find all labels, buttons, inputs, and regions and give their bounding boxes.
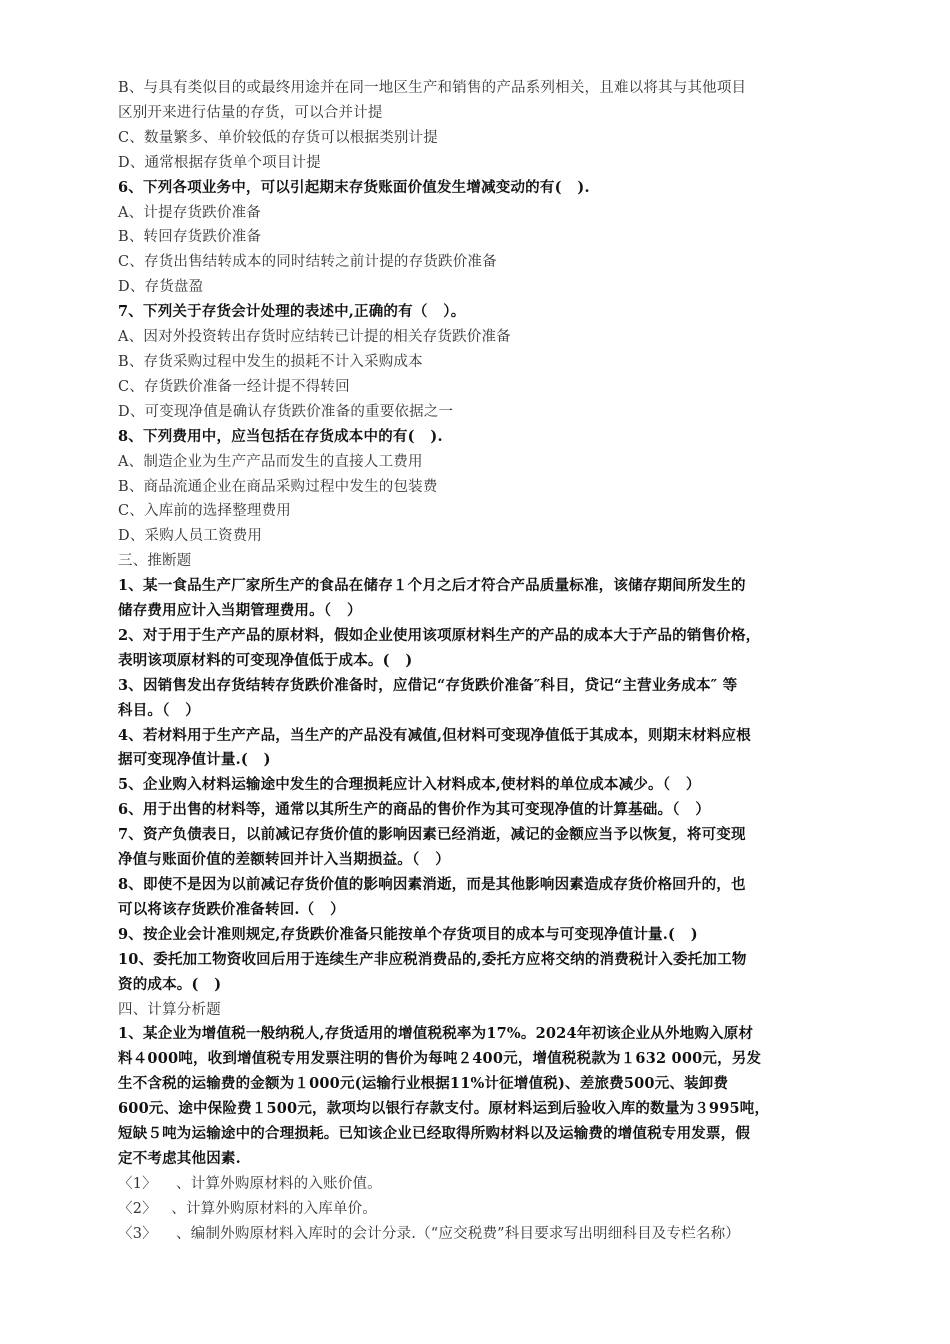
- question-line: 1、某企业为增值税一般纳税人,存货适用的增值税税率为17%。2024年初该企业从外地购入原材: [118, 1025, 754, 1043]
- question-line: 6、用于出售的材料等，通常以其所生产的商品的售价作为其可变现净值的计算基础。（ ）: [118, 801, 711, 819]
- question-line: 科目。（ ）: [118, 701, 200, 719]
- option-line: C、存货出售结转成本的同时结转之前计提的存货跌价准备: [118, 254, 497, 271]
- question-line: 表明该项原材料的可变现净值低于成本。( ): [118, 651, 413, 669]
- question-line: 10、委托加工物资收回后用于连续生产非应税消费品的,委托方应将交纳的消费税计入委托加工物: [118, 950, 747, 968]
- question-line: 料４000吨，收到增值税专用发票注明的售价为每吨２400元，增值税税款为１632 000元，另发: [118, 1050, 762, 1068]
- section-heading: 三、推断题: [118, 553, 192, 570]
- document-page: [118, 76, 838, 1247]
- option-line: B、转回存货跌价准备: [118, 229, 262, 246]
- question-line: 净值与账面价值的差额转回并计入当期损益。（ ）: [118, 851, 450, 869]
- option-line: C、数量繁多、单价较低的存货可以根据类别计提: [118, 129, 438, 146]
- option-line: 〈3〉 、编制外购原材料入库时的会计分录.（“应交税费”科目要求写出明细科目及专栏名称）: [118, 1225, 740, 1242]
- question-line: 2、对于用于生产产品的原材料，假如企业使用该项原材料生产的产品的成本大于产品的销售价格，: [118, 626, 761, 644]
- question-line: 1、某一食品生产厂家所生产的食品在储存１个月之后才符合产品质量标准，该储存期间所发生的: [118, 577, 746, 595]
- question-line: 6、下列各项业务中，可以引起期末存货账面价值发生增减变动的有( ).: [118, 178, 590, 196]
- question-line: 储存费用应计入当期管理费用。（ ）: [118, 602, 362, 620]
- question-line: 生不含税的运输费的金额为１000元(运输行业根据11%计征增值税)、差旅费500元、装卸费: [118, 1075, 729, 1093]
- question-line: 3、因销售发出存货结转存货跌价准备时，应借记“存货跌价准备″科目，贷记“主营业务成本″ 等: [118, 676, 738, 694]
- question-line: 可以将该存货跌价准备转回.（ ）: [118, 900, 345, 918]
- question-line: 8、下列费用中，应当包括在存货成本中的有( ).: [118, 427, 443, 445]
- option-line: B、与具有类似目的或最终用途并在同一地区生产和销售的产品系列相关，且难以将其与其他项目: [118, 80, 747, 96]
- question-line: 4、若材料用于生产产品，当生产的产品没有减值,但材料可变现净值低于其成本，则期末材料应根: [118, 726, 751, 744]
- option-line: D、采购人员工资费用: [118, 528, 263, 545]
- option-line: 〈2〉 、计算外购原材料的入库单价。: [118, 1200, 378, 1217]
- option-line: 区别开来进行估量的存货，可以合并计提: [118, 104, 383, 121]
- option-line: D、可变现净值是确认存货跌价准备的重要依据之一: [118, 403, 454, 420]
- option-line: D、通常根据存货单个项目计提: [118, 154, 321, 171]
- question-line: 短缺５吨为运输途中的合理损耗。已知该企业已经取得所购材料以及运输费的增值税专用发票，假: [118, 1125, 751, 1143]
- option-line: B、商品流通企业在商品采购过程中发生的包装费: [118, 478, 438, 495]
- question-line: 定不考虑其他因素.: [118, 1149, 241, 1167]
- question-line: 据可变现净值计量.( ): [118, 751, 271, 769]
- question-line: 资的成本。( ): [118, 975, 222, 993]
- option-line: A、因对外投资转出存货时应结转已计提的相关存货跌价准备: [118, 329, 511, 346]
- question-line: 8、即使不是因为以前减记存货价值的影响因素消逝，而是其他影响因素造成存货价格回升的，也: [118, 876, 746, 893]
- question-line: 9、按企业会计准则规定,存货跌价准备只能按单个存货项目的成本与可变现净值计量.( ): [118, 925, 698, 943]
- option-line: D、存货盘盈: [118, 279, 204, 296]
- question-line: 5、企业购入材料运输途中发生的合理损耗应计入材料成本,使材料的单位成本减少。（ ）: [118, 776, 701, 794]
- option-line: B、存货采购过程中发生的损耗不计入采购成本: [118, 353, 423, 370]
- section-heading: 四、计算分析题: [118, 1001, 221, 1018]
- option-line: C、存货跌价准备一经计提不得转回: [118, 378, 350, 395]
- question-line: 600元、途中保险费１500元，款项均以银行存款支付。原材料运到后验收入库的数量为３995吨，: [118, 1100, 770, 1118]
- question-line: 7、下列关于存货会计处理的表述中,正确的有（ ）。: [118, 303, 466, 321]
- option-line: A、制造企业为生产产品而发生的直接人工费用: [118, 453, 423, 470]
- option-line: A、计提存货跌价准备: [118, 204, 261, 221]
- question-line: 7、资产负债表日，以前减记存货价值的影响因素已经消逝，减记的金额应当予以恢复，将可变现: [118, 826, 746, 844]
- option-line: C、入库前的选择整理费用: [118, 503, 291, 520]
- option-line: 〈1〉 、计算外购原材料的入账价值。: [118, 1175, 382, 1192]
